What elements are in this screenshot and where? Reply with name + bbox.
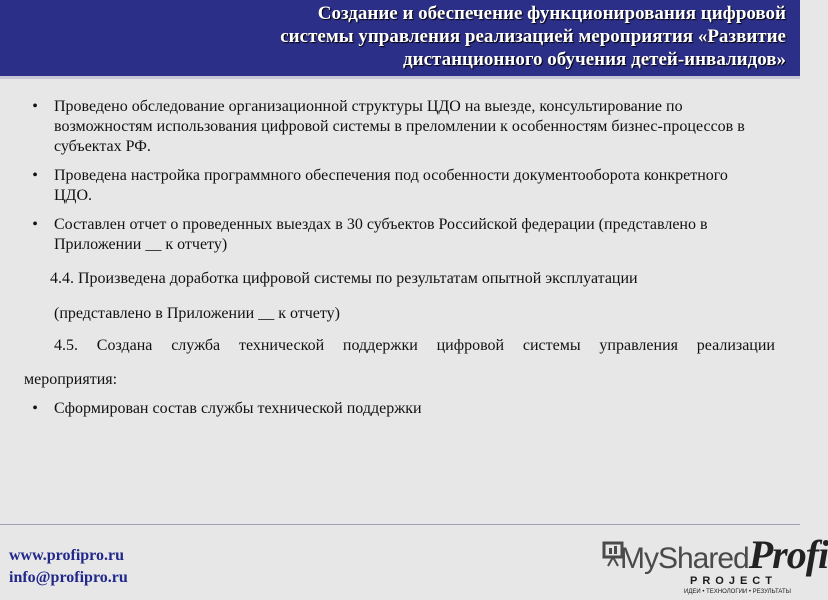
bullet-text: Проведена настройка программного обеспечения под особенности документооборота конкретного ЦДО. bbox=[54, 167, 728, 204]
bullet-text: Составлен отчет о проведенных выездах в 30 субъектов Российской федерации (представлено в Приложении __ к отчету) bbox=[54, 216, 708, 253]
slide-body bbox=[0, 97, 800, 428]
section-4-5-line-1: 4.5. Создана служба технической поддержки цифровой системы управления реализации bbox=[54, 337, 775, 354]
bullet-dot: • bbox=[32, 216, 38, 233]
bullet-item bbox=[0, 215, 800, 255]
slide-header bbox=[0, 0, 800, 79]
footer-divider bbox=[0, 524, 800, 525]
slide-title-line-1: Создание и обеспечение функционирования цифровой bbox=[317, 3, 786, 24]
bullet-text: Сформирован состав службы технической поддержки bbox=[54, 400, 422, 417]
section-4-5-line-2: мероприятия: bbox=[24, 371, 118, 388]
bullet-item bbox=[0, 166, 800, 206]
logo-wordmark bbox=[620, 533, 828, 581]
footer-contacts bbox=[9, 545, 128, 589]
bullet-item bbox=[0, 97, 800, 157]
slide-title-line-3: дистанционного обучения детей-инвалидов» bbox=[403, 49, 786, 70]
bullet-item bbox=[0, 399, 800, 419]
logo-subtitle: PROJECT bbox=[690, 575, 777, 587]
logo-name: Profi bbox=[748, 532, 828, 577]
logo-tagline: ИДЕИ • ТЕХНОЛОГИИ • РЕЗУЛЬТАТЫ bbox=[684, 589, 791, 595]
email-link[interactable]: info@profipro.ru bbox=[9, 569, 128, 586]
slide-title-line-2: системы управления реализацией мероприятия «Развитие bbox=[280, 26, 786, 47]
profi-project-logo bbox=[600, 532, 828, 597]
section-4-4-line-2: (представлено в Приложении __ к отчету) bbox=[54, 305, 341, 322]
watermark-text: MyShared bbox=[620, 542, 749, 575]
bullet-dot: • bbox=[32, 400, 38, 417]
website-link[interactable]: www.profipro.ru bbox=[9, 547, 124, 564]
slide-title bbox=[186, 2, 786, 71]
section-4-4-line-1: 4.4. Произведена доработка цифровой системы по результатам опытной эксплуатации bbox=[50, 270, 638, 287]
bullet-text: Проведено обследование организационной структуры ЦДО на выезде, консультирование по возможностям использования цифровой системы в преломлении к особенностям бизнес-процессов в субъектах РФ. bbox=[54, 98, 745, 155]
bullet-dot: • bbox=[32, 167, 38, 184]
bullet-dot: • bbox=[32, 98, 38, 115]
